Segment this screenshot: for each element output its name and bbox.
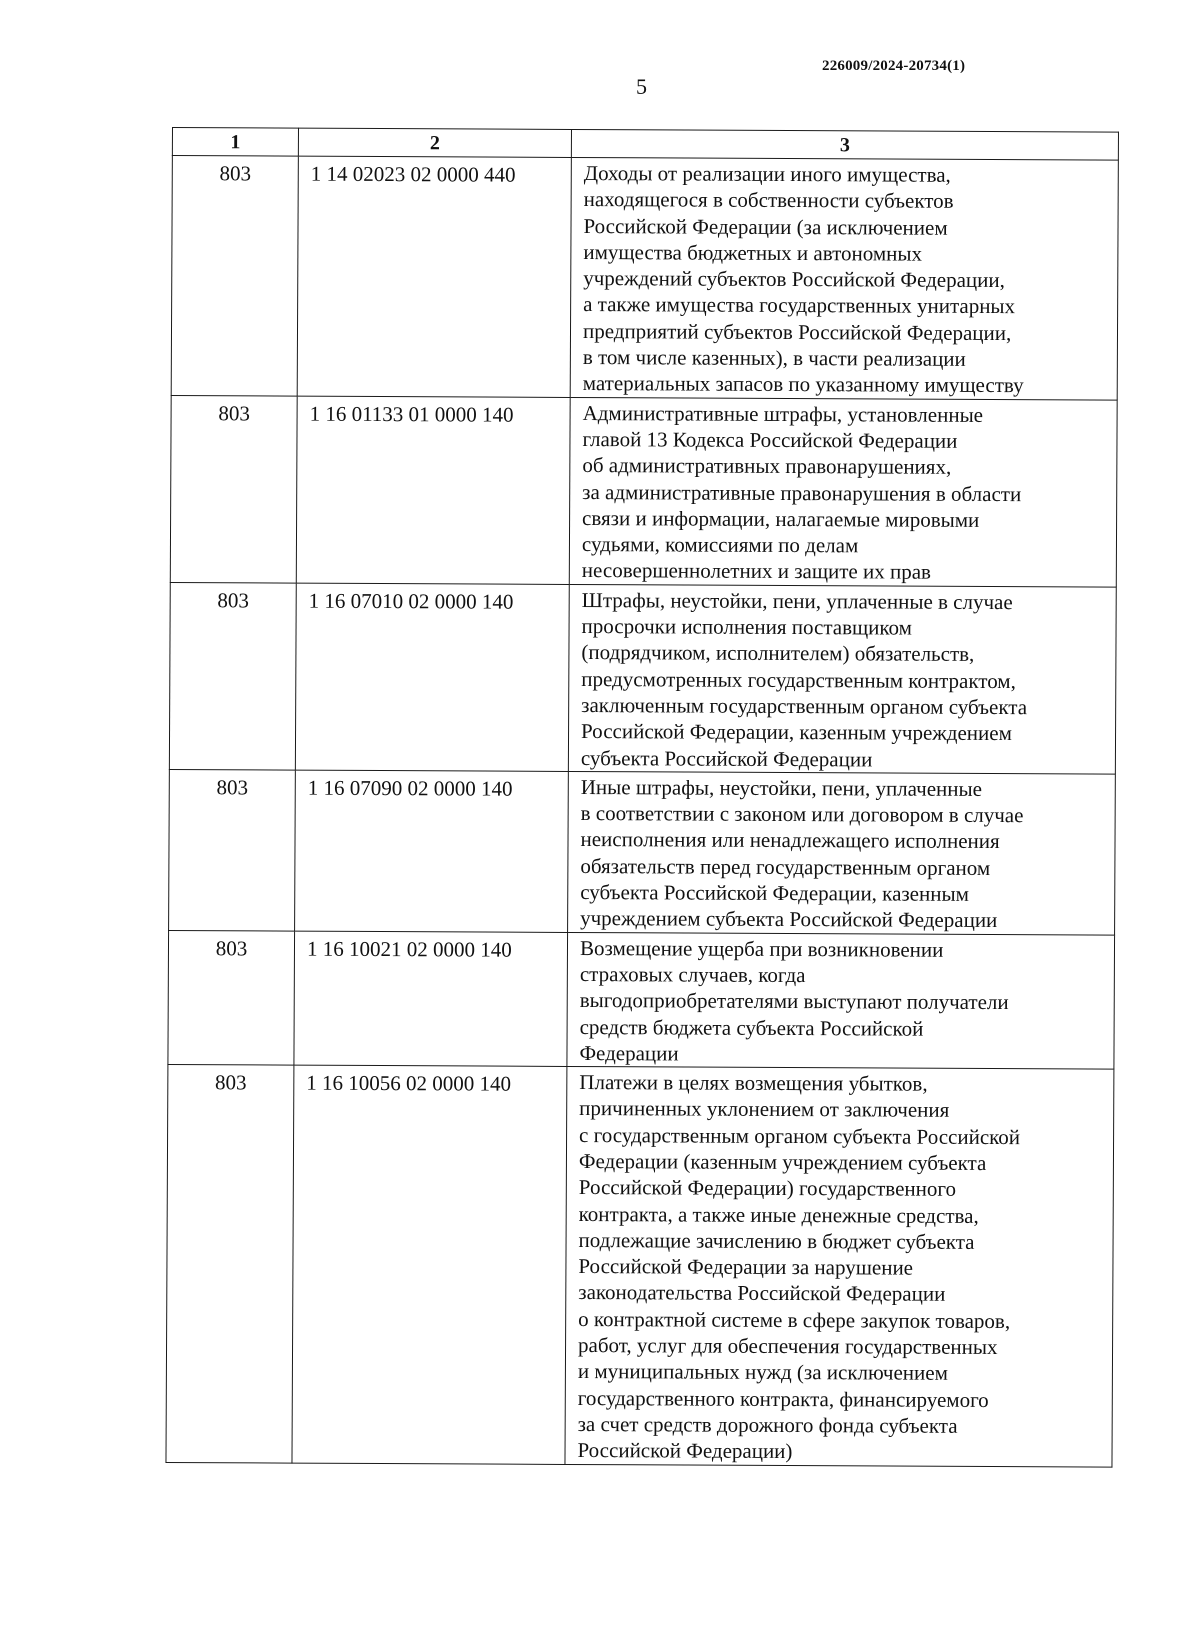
table-row — [168, 930, 1115, 1069]
income-description-cell — [568, 771, 1116, 934]
description-line: за административные правонарушения в области — [582, 479, 1022, 506]
description-line: средств бюджета субъекта Российской — [579, 1014, 924, 1041]
admin-code-cell: 803 — [168, 930, 295, 1065]
description-line: Российской Федерации) государственного — [578, 1175, 957, 1202]
description-line: за счет средств дорожного фонда субъекта — [577, 1411, 958, 1438]
admin-code-cell: 803 — [171, 156, 298, 396]
budget-classification-code-cell: 1 14 02023 02 0000 440 — [297, 156, 571, 397]
budget-classification-code-cell: 1 16 10021 02 0000 140 — [294, 931, 568, 1067]
budget-classification-code-cell: 1 16 01133 01 0000 140 — [296, 396, 570, 584]
column-header-2: 2 — [298, 128, 571, 157]
description-line: в соответствии с законом или договором в случае — [580, 801, 1024, 828]
description-line: имущества бюджетных и автономных — [583, 239, 923, 266]
document-registration-number: 226009/2024-20734(1) — [822, 58, 966, 74]
table-row — [169, 582, 1116, 774]
description-line: главой 13 Кодекса Российской Федерации — [582, 426, 958, 453]
description-line: просрочки исполнения поставщиком — [581, 614, 913, 640]
table-row — [170, 395, 1117, 587]
description-line: Российской Федерации за нарушение — [578, 1254, 914, 1280]
income-description-cell — [565, 1067, 1114, 1467]
description-line: предусмотренных государственным контрактом, — [581, 666, 1016, 693]
admin-code-cell: 803 — [169, 769, 296, 930]
income-description-cell — [570, 157, 1118, 399]
description-line: законодательства Российской Федерации — [578, 1280, 946, 1307]
income-description-cell — [568, 584, 1116, 774]
income-description-cell — [567, 932, 1115, 1069]
description-line: государственного контракта, финансируемого — [577, 1385, 989, 1412]
description-line: находящегося в собственности субъектов — [583, 187, 954, 214]
description-line: учреждением субъекта Российской Федерации — [580, 906, 998, 933]
description-line: с государственным органом субъекта Российской — [579, 1122, 1021, 1149]
description-line: Возмещение ущерба при возникновении — [579, 935, 944, 962]
description-line: причиненных уклонением от заключения — [579, 1096, 950, 1123]
description-line: субъекта Российской Федерации — [580, 745, 873, 771]
description-line: связи и информации, налагаемые мировыми — [582, 505, 980, 532]
description-line: Федерации (казенным учреждением субъекта — [578, 1148, 987, 1175]
table-row — [169, 769, 1116, 934]
description-line: Российской Федерации) — [577, 1438, 793, 1464]
income-codes-table — [165, 127, 1119, 1467]
table-row — [166, 1065, 1114, 1467]
description-line: несовершеннолетних и защите их прав — [581, 558, 932, 585]
budget-classification-code-cell: 1 16 10056 02 0000 140 — [292, 1065, 567, 1464]
description-line: обязательств перед государственным органом — [580, 853, 991, 880]
description-line: подлежащие зачислению в бюджет субъекта — [578, 1227, 975, 1254]
admin-code-cell: 803 — [169, 582, 296, 770]
description-line: судьями, комиссиями по делам — [581, 532, 859, 558]
description-line: Штрафы, неустойки, пени, уплаченные в случае — [581, 587, 1013, 614]
description-line: заключенным государственным органом субъекта — [581, 692, 1028, 720]
description-line: Российской Федерации (за исключением — [583, 213, 948, 240]
description-line: Административные штрафы, установленные — [582, 400, 984, 427]
description-line: материальных запасов по указанному имуществу — [582, 371, 1024, 398]
description-line: Платежи в целях возмещения убытков, — [579, 1070, 928, 1096]
description-line: субъекта Российской Федерации, казенным — [580, 880, 969, 906]
budget-classification-code-cell: 1 16 07010 02 0000 140 — [295, 583, 569, 771]
budget-classification-code-cell: 1 16 07090 02 0000 140 — [295, 770, 569, 932]
description-line: страховых случаев, когда — [579, 961, 806, 988]
description-line: (подрядчиком, исполнителем) обязательств, — [581, 640, 975, 667]
description-line: контракта, а также иные денежные средства, — [578, 1201, 979, 1228]
table-body — [166, 156, 1118, 1467]
column-header-1: 1 — [172, 128, 298, 157]
income-description-cell — [569, 397, 1117, 587]
description-line: работ, услуг для обеспечения государственных — [577, 1333, 998, 1360]
column-header-3: 3 — [571, 129, 1118, 160]
description-line: выгодоприобретателями выступают получатели — [579, 988, 1009, 1015]
description-line: учреждений субъектов Российской Федерации, — [583, 266, 1005, 293]
description-line: неисполнения или ненадлежащего исполнения — [580, 827, 1000, 854]
description-line: Федерации — [579, 1040, 679, 1066]
description-line: Иные штрафы, неустойки, пени, уплаченные — [580, 774, 983, 801]
page-number: 5 — [636, 74, 647, 99]
description-line: об административных правонарушениях, — [582, 453, 952, 480]
description-line: о контрактной системе в сфере закупок товаров, — [578, 1306, 1011, 1333]
description-line: в том числе казенных), в части реализации — [582, 345, 966, 371]
description-line: Российской Федерации, казенным учреждением — [580, 719, 1012, 746]
description-line: а также имущества государственных унитарных — [583, 292, 1016, 319]
description-line: Доходы от реализации иного имущества, — [583, 161, 951, 187]
description-line: и муниципальных нужд (за исключением — [577, 1359, 948, 1386]
description-line: предприятий субъектов Российской Федерации, — [582, 318, 1012, 345]
admin-code-cell: 803 — [170, 395, 297, 583]
admin-code-cell: 803 — [166, 1065, 294, 1463]
table-row — [171, 156, 1118, 400]
